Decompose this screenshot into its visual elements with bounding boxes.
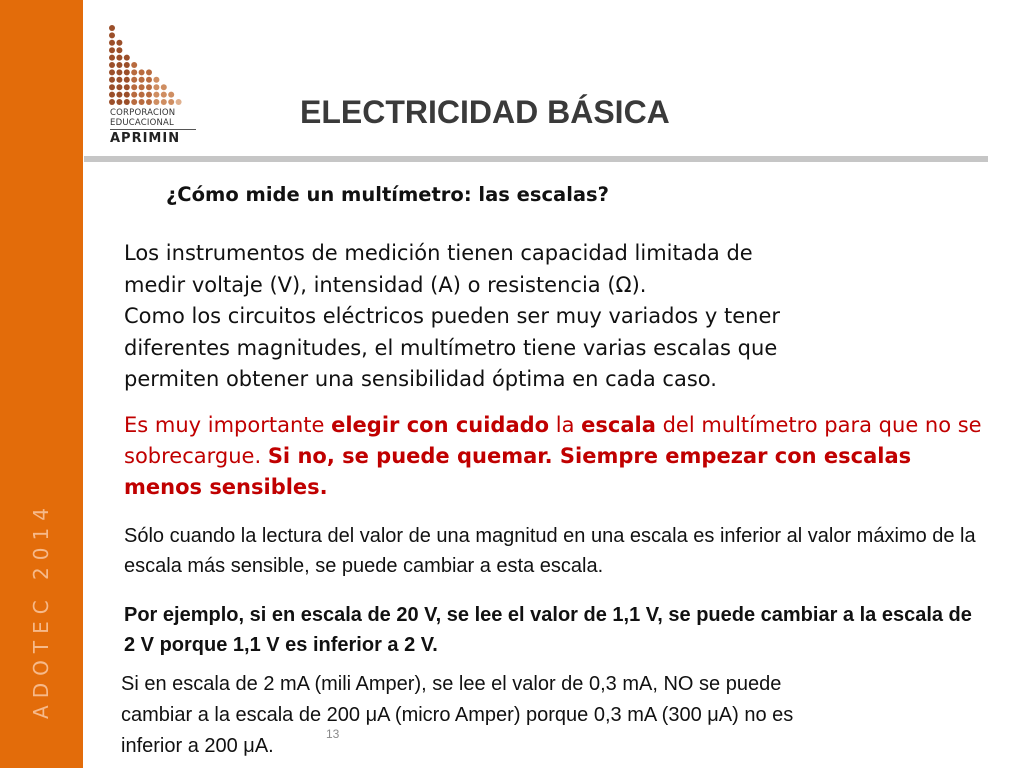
logo-dot: [139, 69, 145, 75]
logo-dot: [109, 69, 115, 75]
logo-dot: [131, 62, 137, 68]
logo-dot: [161, 92, 167, 98]
warning-text: Es muy importante: [124, 413, 332, 437]
logo-dot: [139, 92, 145, 98]
logo-dot: [116, 40, 122, 46]
logo-dot: [161, 84, 167, 90]
logo-dot: [131, 77, 137, 83]
logo-dot: [153, 77, 159, 83]
example2-paragraph: [121, 669, 921, 762]
warning-emphasis: Si no, se puede quemar. Siempre empezar con escalas menos sensibles.: [124, 444, 912, 499]
logo-dot: [139, 84, 145, 90]
page-title: ELECTRICIDAD BÁSICA: [300, 94, 670, 130]
logo-dot: [131, 69, 137, 75]
logo-dot: [109, 99, 115, 105]
logo-dot: [168, 92, 174, 98]
logo-dot: [124, 69, 130, 75]
logo-dot: [153, 84, 159, 90]
sidebar-band: [0, 0, 83, 768]
logo-dot: [116, 62, 122, 68]
warning-emphasis: elegir con cuidado: [331, 413, 550, 437]
logo-dot: [139, 77, 145, 83]
logo-dot: [131, 84, 137, 90]
logo-dot: [116, 69, 122, 75]
logo-dot: [153, 92, 159, 98]
logo: [106, 24, 206, 148]
warning-emphasis: escala: [581, 413, 656, 437]
logo-dot: [124, 55, 130, 61]
warning-text: del multímetro para que no se sobrecargue.: [124, 413, 982, 468]
logo-dot: [109, 40, 115, 46]
logo-dot: [124, 99, 130, 105]
example2-line: cambiar a la escala de 200 μA (micro Amper) porque 0,3 mA (300 μA) no es: [121, 704, 794, 726]
intro-line: Los instrumentos de medición tienen capacidad limitada de: [124, 241, 753, 265]
logo-dot: [146, 77, 152, 83]
logo-dot: [109, 84, 115, 90]
logo-dot: [176, 99, 182, 105]
logo-dot: [146, 99, 152, 105]
logo-brand: APRIMIN: [110, 131, 181, 146]
intro-line: permiten obtener una sensibilidad óptima en cada caso.: [124, 367, 717, 391]
logo-dot: [131, 92, 137, 98]
example-paragraph: Por ejemplo, si en escala de 20 V, se lee el valor de 1,1 V, se puede cambiar a la escala de 2 V porque 1,1 V es inferior a 2 V.: [124, 604, 972, 656]
logo-rule: [110, 129, 196, 130]
example2-line: Si en escala de 2 mA (mili Amper), se lee el valor de 0,3 mA, NO se puede: [121, 673, 782, 695]
logo-dot: [124, 84, 130, 90]
logo-line-educacional: EDUCACIONAL: [110, 118, 174, 128]
section-subtitle: ¿Cómo mide un multímetro: las escalas?: [166, 183, 609, 206]
logo-dot: [139, 99, 145, 105]
logo-dot: [116, 77, 122, 83]
logo-dot: [153, 99, 159, 105]
logo-dot: [124, 62, 130, 68]
intro-line: Como los circuitos eléctricos pueden ser muy variados y tener: [124, 304, 781, 328]
logo-dot: [124, 92, 130, 98]
intro-paragraph: [124, 238, 984, 396]
logo-dot: [116, 84, 122, 90]
logo-dot: [109, 32, 115, 38]
logo-dot: [116, 55, 122, 61]
logo-dots-graphic: [106, 24, 206, 106]
note-paragraph: Sólo cuando la lectura del valor de una magnitud en una escala es inferior al valor máximo de la escala más sensible, se puede cambiar a esta escala.: [124, 525, 976, 577]
warning-paragraph: [124, 410, 984, 503]
warning-text: la: [549, 413, 582, 437]
logo-dot: [161, 99, 167, 105]
logo-dot: [109, 55, 115, 61]
example2-line: inferior a 200 μA.: [121, 735, 274, 757]
logo-dot: [109, 77, 115, 83]
logo-dot: [146, 84, 152, 90]
page-number: 13: [326, 727, 340, 741]
logo-dot: [109, 25, 115, 31]
logo-dot: [116, 99, 122, 105]
logo-dot: [109, 92, 115, 98]
logo-dot: [109, 62, 115, 68]
logo-dot: [116, 47, 122, 53]
logo-dot: [146, 69, 152, 75]
logo-dot: [131, 99, 137, 105]
intro-line: diferentes magnitudes, el multímetro tiene varias escalas que: [124, 335, 778, 360]
logo-dot: [109, 47, 115, 53]
title-divider: [84, 156, 988, 162]
sidebar-vertical-text: ADOTEC 2014: [29, 501, 53, 719]
logo-dot: [146, 92, 152, 98]
logo-line-corporacion: CORPORACION: [110, 108, 176, 118]
logo-dot: [116, 92, 122, 98]
logo-dot: [124, 77, 130, 83]
logo-dot: [168, 99, 174, 105]
intro-line: medir voltaje (V), intensidad (A) o resistencia (Ω).: [124, 272, 647, 297]
